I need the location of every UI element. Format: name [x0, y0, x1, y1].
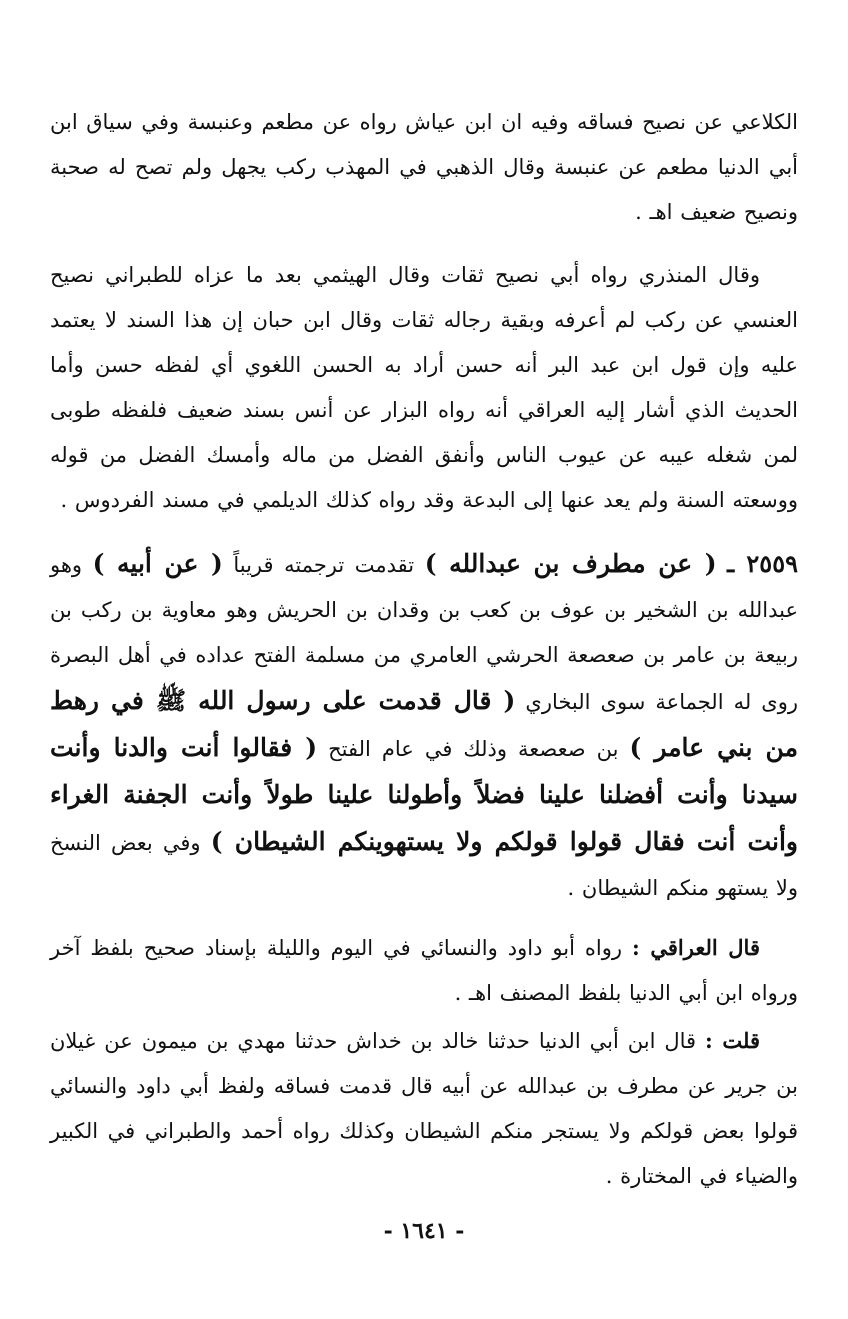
page-number: - ١٦٤١ - — [383, 1218, 465, 1244]
paragraph-2: وقال المنذري رواه أبي نصيح ثقات وقال الهيثمي بعد ما عزاه للطبراني نصيح العنسي عن ركب لم أعرفه وبقية رجاله ثقات وقال ابن حبان إن هذا السند لا يعتمد عليه وإن قول ابن عبد البر أنه حسن أراد به الحسن اللغوي أي لفظه حسن وأما الحديث الذي أشار إليه العراقي أنه رواه البزار عن أنس بسند ضعيف فلفظه طوبى لمن شغله عيبه عن عيوب الناس وأنفق الفضل من ماله وأمسك الفضل من قوله ووسعته السنة ولم يعد عنها إلى البدعة وقد رواه كذلك الديلمي في مسند الفردوس . — [50, 263, 798, 512]
section-label: قلت : — [705, 1028, 761, 1053]
paragraph-qultu — [50, 1018, 798, 1199]
commentary-text: وهو عبدالله بن الشخير بن عوف بن كعب بن وقدان بن الحريش وهو معاوية بن ركب بن ربيعة بن عامر بن صعصعة الحرشي العامري من مسلمة الفتح عداده في أهل البصرة روى له الجماعة سوى البخاري — [50, 553, 798, 714]
quoted-text: ( قال قدمت على رسول الله ﷺ في رهط من بني عامر ) — [50, 686, 798, 762]
commentary-text: وفي بعض النسخ ولا يستهو منكم الشيطان . — [50, 831, 798, 900]
commentary-text: بن صعصعة وذلك في عام الفتح — [328, 737, 619, 761]
paragraph-text: قال ابن أبي الدنيا حدثنا خالد بن خداش حدثنا مهدي بن ميمون عن غيلان بن جرير عن مطرف بن عبدالله عن أبيه قال قدمت فساقه ولفظ أبي داود والنسائي قولوا بعض قولكم ولا يستجر منكم الشيطان وكذلك رواه أحمد والطبراني في الكبير والضياء في المختارة . — [50, 1029, 798, 1188]
section-label: قال العراقي : — [632, 935, 760, 960]
commentary-text: تقدمت ترجمته قريباً — [233, 553, 415, 577]
paragraph-hadith-2559 — [50, 541, 798, 911]
quoted-text: ( عن أبيه ) — [92, 549, 223, 578]
paragraph-1: الكلاعي عن نصيح فساقه وفيه ان ابن عياش رواه عن مطعم وعنبسة وفي سياق ابن أبي الدنيا مطعم عن عنبسة وقال الذهبي في المهذب ركب يجهل ولم تصح له صحبة ونصيح ضعيف اهـ . — [50, 110, 798, 224]
quoted-text: ( عن مطرف بن عبدالله ) — [424, 549, 717, 578]
paragraph-text: رواه أبو داود والنسائي في اليوم والليلة بإسناد صحيح بلفظ آخر ورواه ابن أبي الدنيا بلفظ المصنف اهـ . — [50, 936, 798, 1005]
hadith-number: ٢٥٥٩ ـ — [727, 549, 798, 578]
paragraph-iraqi — [50, 925, 798, 1016]
quoted-text: ( فقالوا أنت والدنا وأنت سيدنا وأنت أفضلنا علينا فضلاً وأطولنا علينا طولاً وأنت الجفنة الغراء وأنت أنت فقال قولوا قولكم ولا يستهوينكم الشيطان ) — [50, 733, 798, 856]
